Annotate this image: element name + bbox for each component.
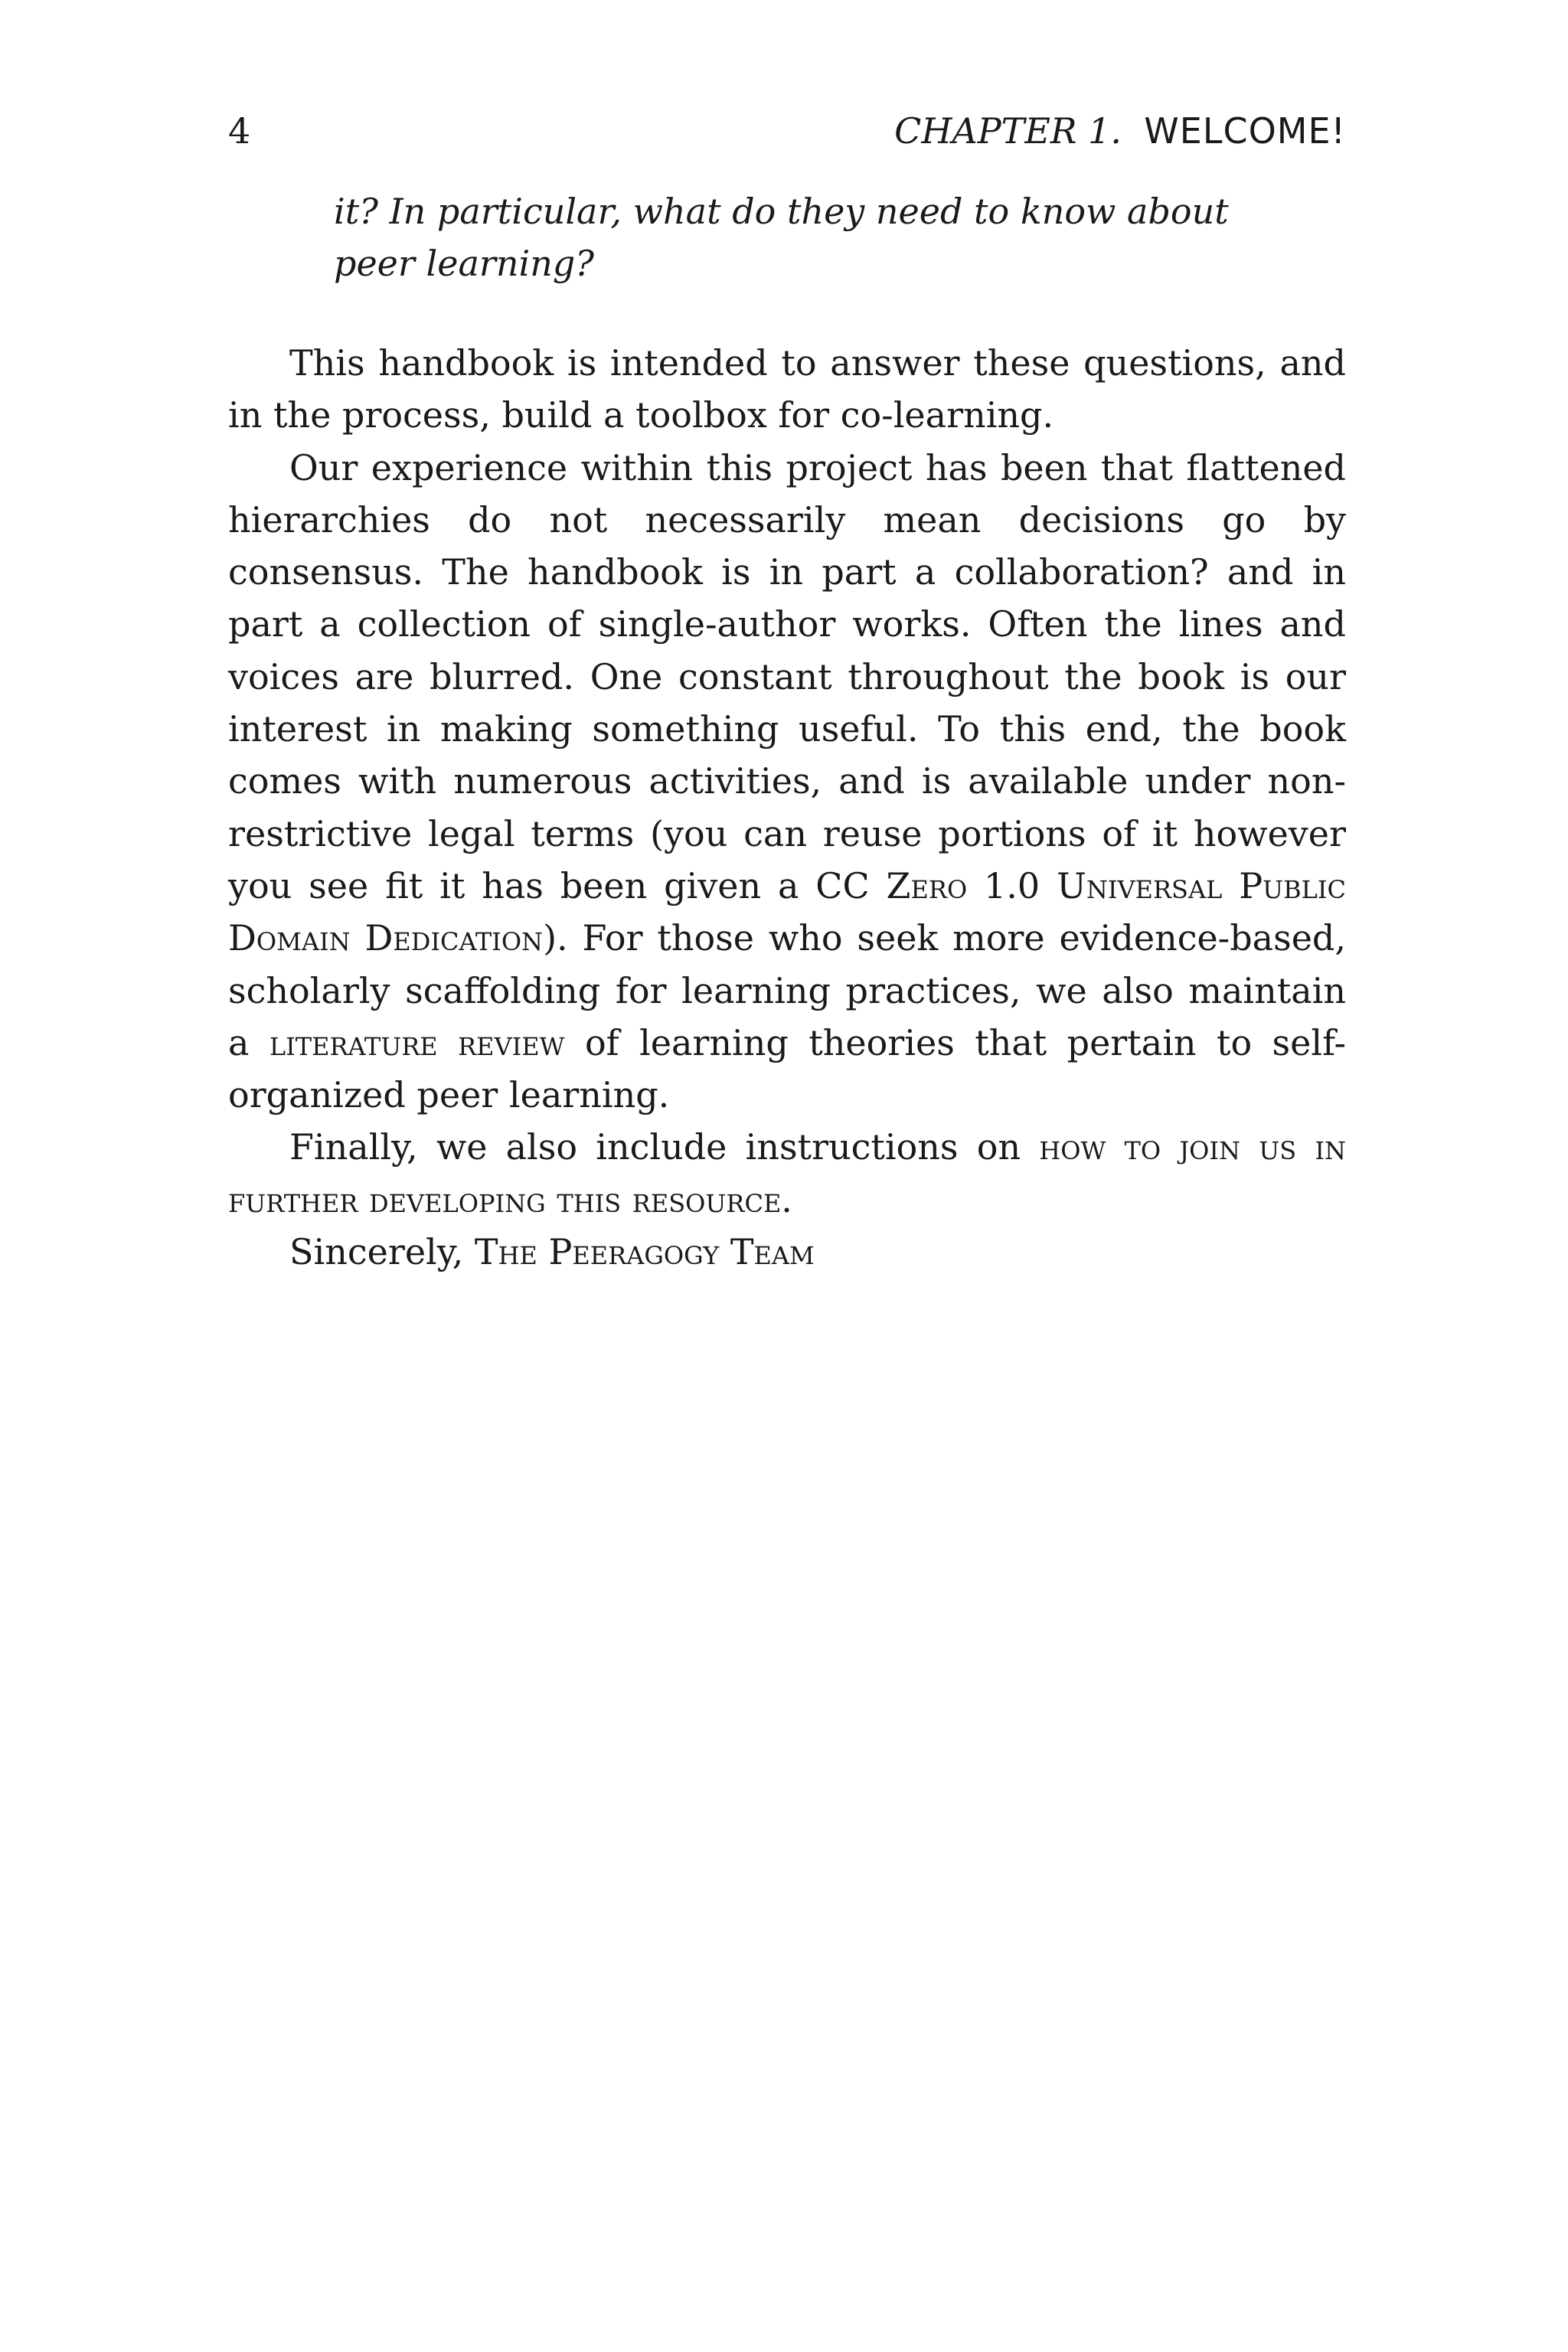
- running-header: [228, 107, 1346, 155]
- chapter-label: CHAPTER 1.: [894, 110, 1122, 152]
- block-quote: [334, 185, 1291, 289]
- body-text: [228, 337, 1346, 1278]
- paragraph-text: This handbook is intended to answer these questions, and in the process, build a toolbox for co-learning.: [228, 342, 1346, 436]
- literature-review-link[interactable]: literature review: [269, 1021, 565, 1063]
- page-number: 4: [228, 110, 251, 152]
- paragraph-text: of learning theories that pertain to self-organized peer learning.: [228, 1021, 1347, 1116]
- paragraph-text: Finally, we also include instructions on: [289, 1126, 1040, 1168]
- signoff-prefix: Sincerely,: [289, 1231, 475, 1273]
- chapter-title: WELCOME!: [1144, 110, 1346, 152]
- join-us-link[interactable]: how to join us in further developing this resource.: [228, 1126, 1346, 1220]
- paragraph-experience: [228, 442, 1346, 1122]
- paragraph-text: Our experience within this project has been that flattened hierarchies do not necessarily mean decisions go by consensus. The handbook is in part a collaboration? and in part a collection of single-author works. Often the lines and voices are blurred. One constant throughout the book is our interest in making something useful. To this end, the book comes with numerous activities, and is available under non-restrictive legal terms (you can reuse portions of it however you see fit it has been given a: [228, 446, 1346, 906]
- license-link[interactable]: CC Zero 1.0 Universal Public Domain Dedication: [228, 864, 1346, 959]
- paragraph-finally: [228, 1121, 1346, 1226]
- paragraph-text: ). For those who seek more evidence-based, scholarly scaffolding for learning practices, we also maintain a: [228, 917, 1346, 1063]
- quote-line: peer learning?: [334, 243, 594, 284]
- signoff: [228, 1226, 1346, 1278]
- chapter-heading: [894, 107, 1346, 155]
- team-name: The Peeragogy Team: [474, 1231, 815, 1273]
- quote-line: it? In particular, what do they need to know about: [334, 191, 1229, 232]
- paragraph-intro: [228, 337, 1346, 442]
